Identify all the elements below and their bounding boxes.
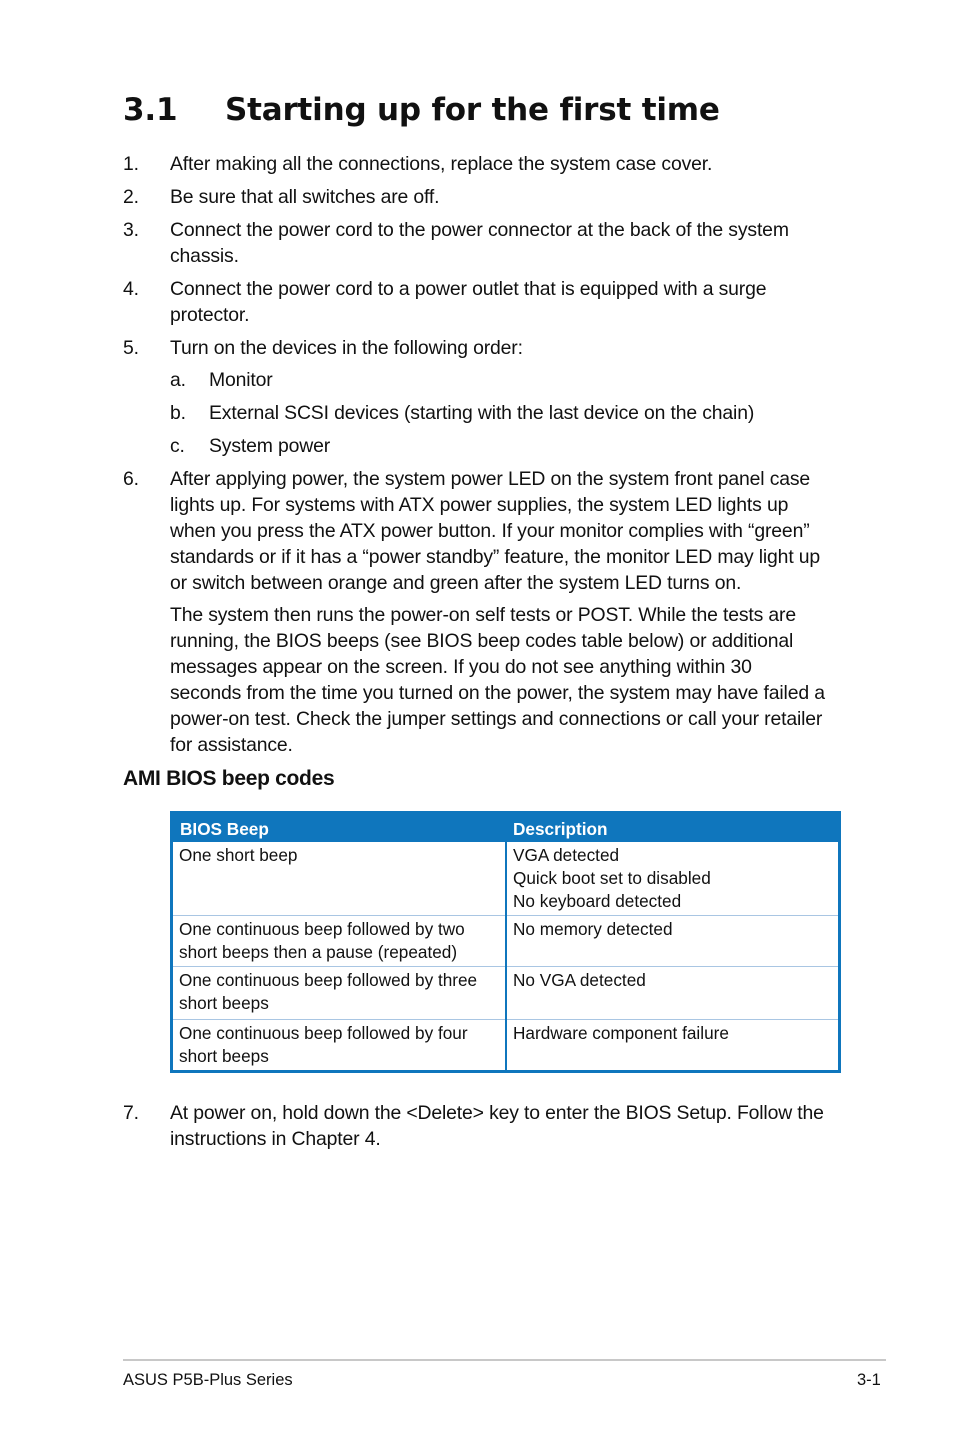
step-text: Turn on the devices in the following order: xyxy=(170,337,523,359)
step-text: instructions in Chapter 4. xyxy=(170,1128,381,1150)
step-marker: 4. xyxy=(123,278,139,300)
beep-cell xyxy=(172,1020,507,1072)
step-marker: 6. xyxy=(123,468,139,490)
description-text: VGA detected xyxy=(513,845,620,865)
beep-text: short beeps xyxy=(179,993,269,1013)
description-text: No keyboard detected xyxy=(513,891,682,911)
step-marker: 1. xyxy=(123,153,139,175)
step-text: chassis. xyxy=(170,245,239,267)
step-marker: 7. xyxy=(123,1102,139,1124)
beep-text: One continuous beep followed by two xyxy=(179,919,465,939)
step-text: or switch between orange and green after the system LED turns on. xyxy=(170,572,742,594)
beep-codes-table xyxy=(170,811,841,1073)
section-heading xyxy=(123,88,720,132)
section-number: 3.1 xyxy=(123,92,178,128)
step-text: messages appear on the screen. If you do not see anything within 30 xyxy=(170,656,752,678)
beep-cell xyxy=(172,967,507,1020)
step-text: power-on test. Check the jumper settings and connections or call your retailer xyxy=(170,708,823,730)
beep-codes-heading: AMI BIOS beep codes xyxy=(123,767,335,790)
description-cell xyxy=(506,842,840,916)
beep-cell xyxy=(172,842,507,916)
step-text: standards or if it has a “power standby” feature, the monitor LED may light up xyxy=(170,546,821,568)
table-row xyxy=(172,1020,840,1072)
beep-text: One continuous beep followed by three xyxy=(179,970,478,990)
description-cell xyxy=(506,916,840,967)
step-text: when you press the ATX power button. If your monitor complies with “green” xyxy=(170,520,810,542)
step-text: After applying power, the system power LED on the system front panel case xyxy=(170,468,811,490)
description-text: No VGA detected xyxy=(513,970,646,990)
step-text: Connect the power cord to a power outlet that is equipped with a surge xyxy=(170,278,767,300)
substep-text: External SCSI devices (starting with the last device on the chain) xyxy=(209,402,755,424)
description-text: Hardware component failure xyxy=(513,1023,729,1043)
step-text: for assistance. xyxy=(170,734,293,756)
substep-marker: b. xyxy=(170,402,186,424)
table-header-row xyxy=(172,813,840,843)
section-title: Starting up for the first time xyxy=(225,92,720,128)
step-text: The system then runs the power-on self tests or POST. While the tests are xyxy=(170,604,796,626)
description-cell xyxy=(506,967,840,1020)
beep-text: One short beep xyxy=(179,845,298,865)
footer-product-name: ASUS P5B-Plus Series xyxy=(123,1371,293,1389)
step-text: protector. xyxy=(170,304,250,326)
step-text: Connect the power cord to the power connector at the back of the system xyxy=(170,219,789,241)
substep-marker: c. xyxy=(170,435,185,457)
table-row xyxy=(172,916,840,967)
column-header-description: Description xyxy=(506,813,840,843)
description-text: Quick boot set to disabled xyxy=(513,868,711,888)
step-marker: 3. xyxy=(123,219,139,241)
table-row xyxy=(172,842,840,916)
substep-text: System power xyxy=(209,435,331,457)
column-header-bios-beep: BIOS Beep xyxy=(172,813,507,843)
step-text: seconds from the time you turned on the power, the system may have failed a xyxy=(170,682,825,704)
step-marker: 5. xyxy=(123,337,139,359)
footer-page-number: 3-1 xyxy=(857,1371,881,1389)
step-text: lights up. For systems with ATX power supplies, the system LED lights up xyxy=(170,494,789,516)
footer-divider xyxy=(123,1359,886,1361)
step-marker: 2. xyxy=(123,186,139,208)
step-text: After making all the connections, replace the system case cover. xyxy=(170,153,713,175)
step-text: Be sure that all switches are off. xyxy=(170,186,440,208)
beep-text: short beeps xyxy=(179,1046,269,1066)
description-cell xyxy=(506,1020,840,1072)
substep-text: Monitor xyxy=(209,369,273,391)
beep-text: One continuous beep followed by four xyxy=(179,1023,468,1043)
step-text: running, the BIOS beeps (see BIOS beep codes table below) or additional xyxy=(170,630,794,652)
substep-marker: a. xyxy=(170,369,186,391)
table-row xyxy=(172,967,840,1020)
description-text: No memory detected xyxy=(513,919,673,939)
beep-text: short beeps then a pause (repeated) xyxy=(179,942,458,962)
step-text: At power on, hold down the <Delete> key to enter the BIOS Setup. Follow the xyxy=(170,1102,824,1124)
beep-cell xyxy=(172,916,507,967)
